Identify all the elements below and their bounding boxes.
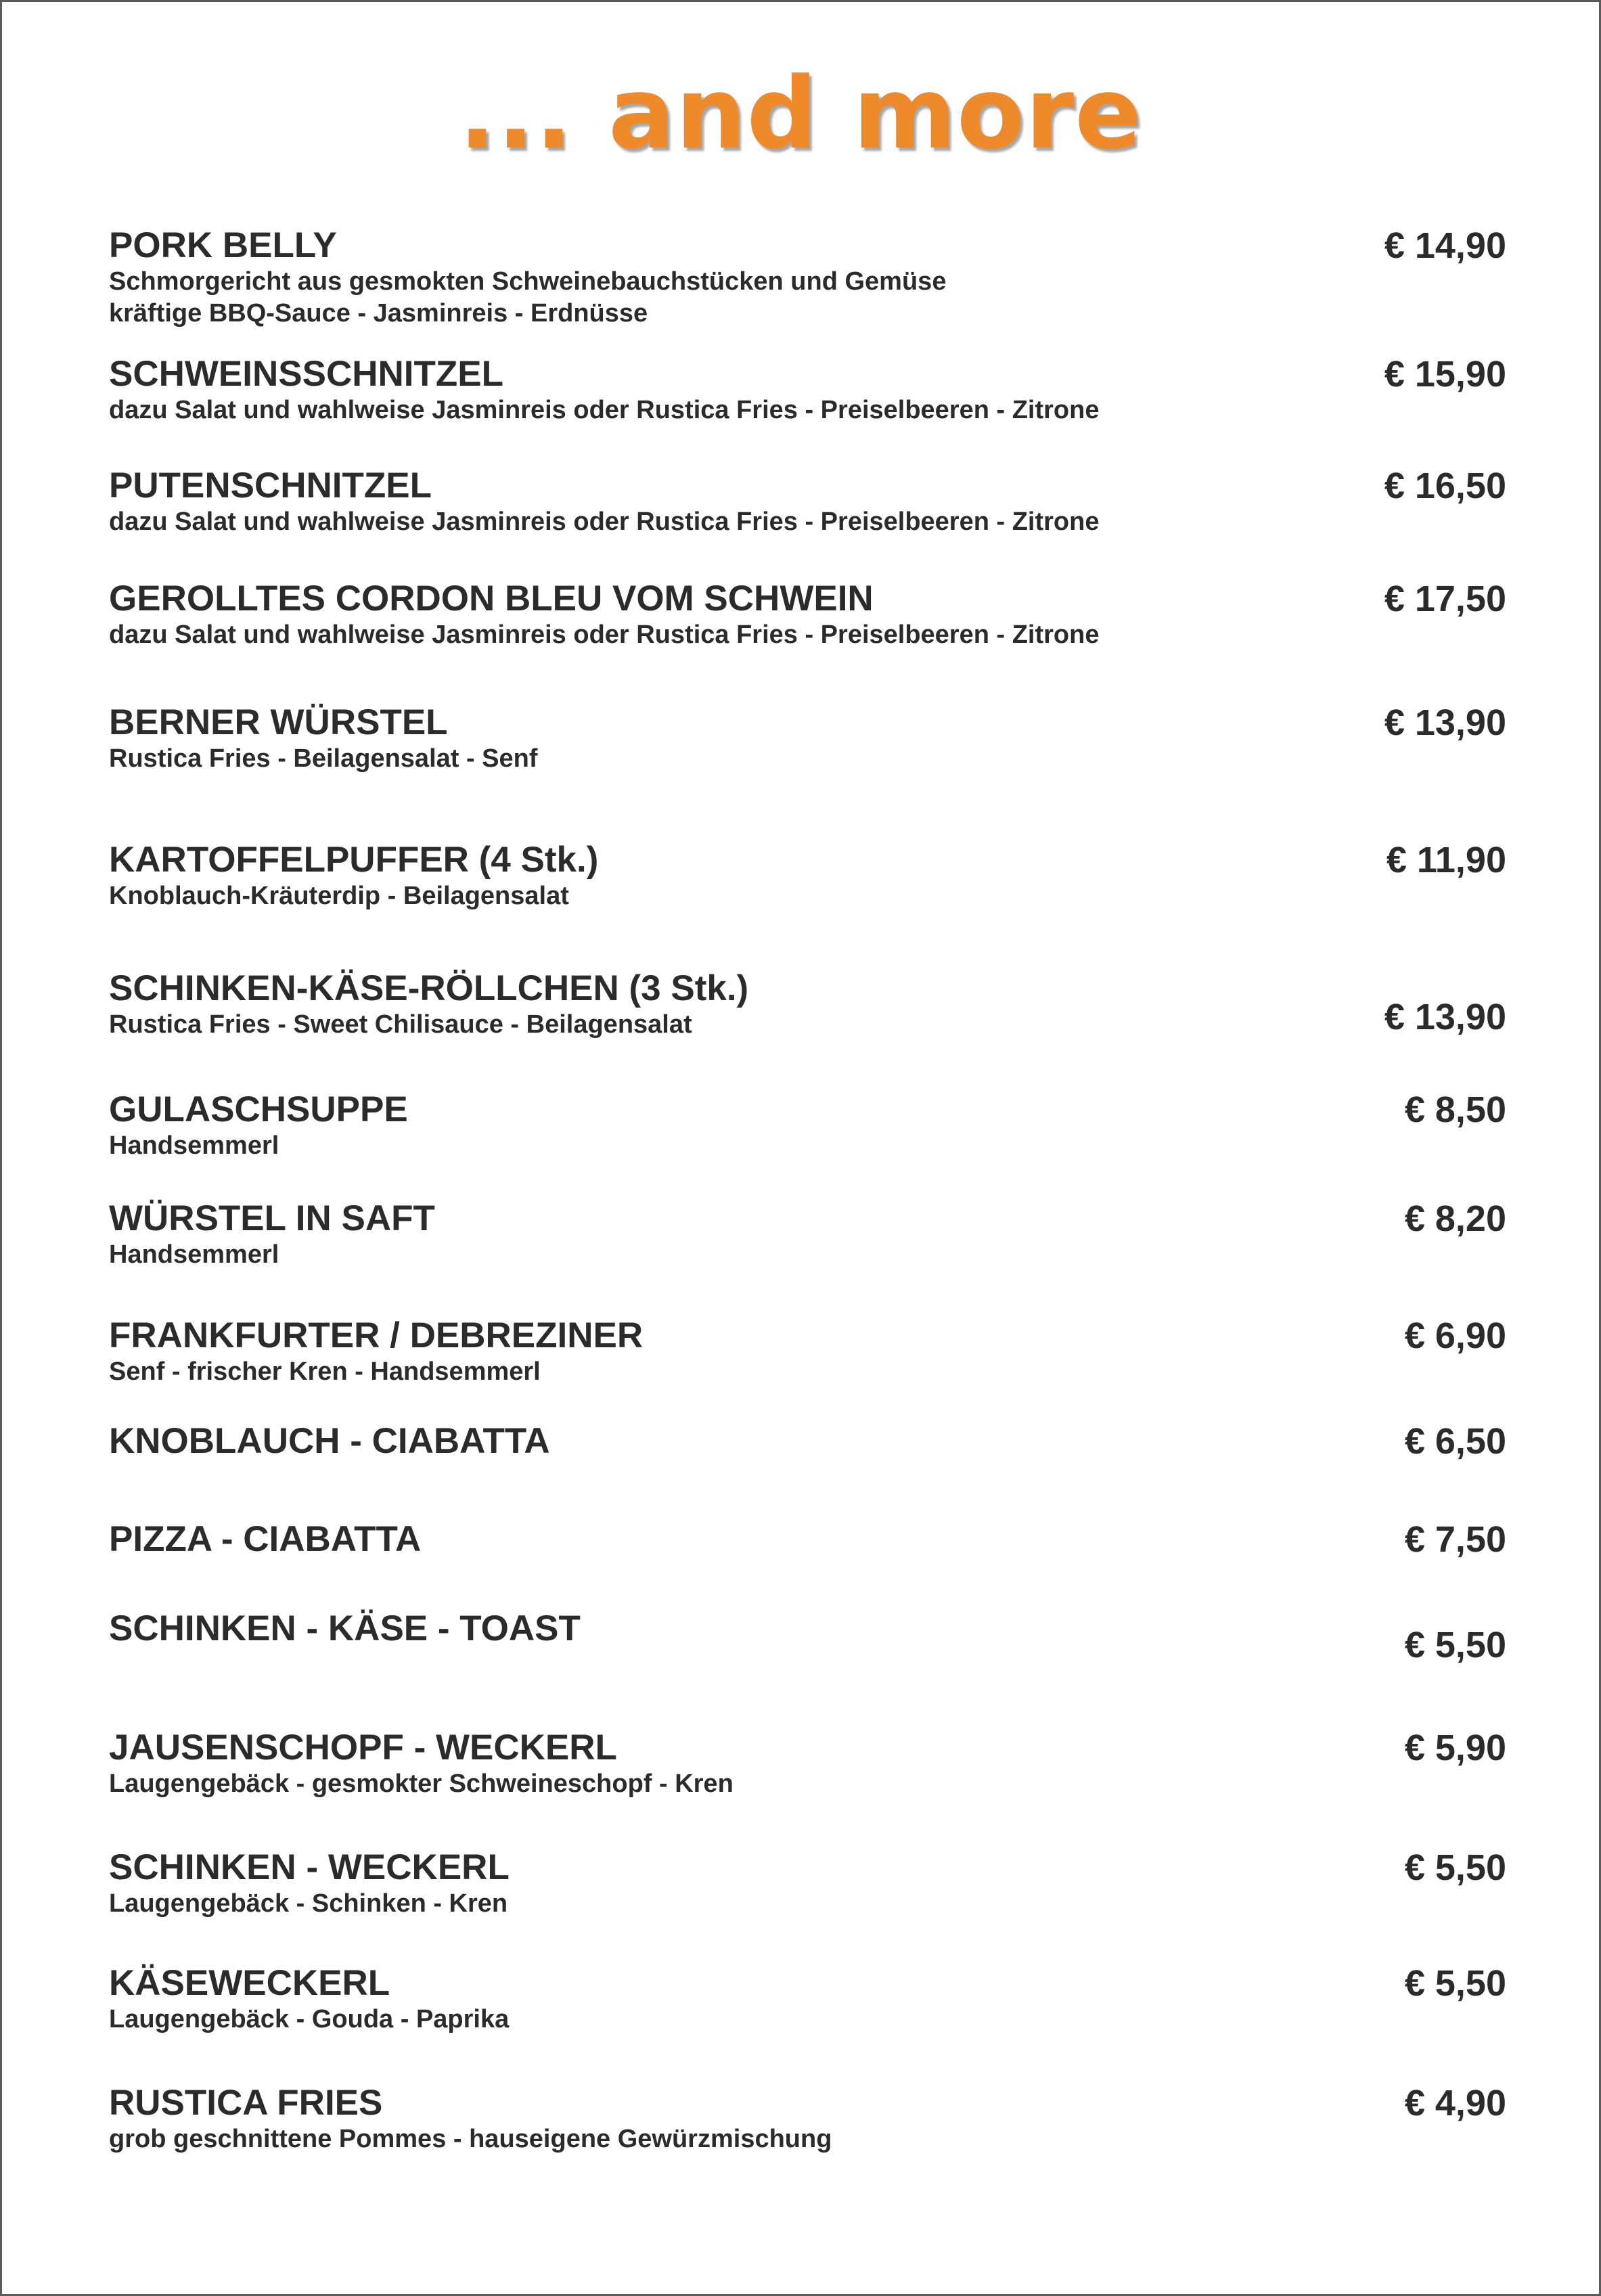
item-price: € 7,50 [1404, 1519, 1506, 1560]
menu-item-schinken-kaese-roellchen [109, 968, 1506, 1041]
item-name: RUSTICA FRIES [109, 2083, 383, 2123]
item-description: dazu Salat und wahlweise Jasminreis oder Rustica Fries - Preiselbeeren - Zitrone [109, 396, 1100, 424]
item-description: Knoblauch-Kräuterdip - Beilagensalat [109, 882, 569, 910]
item-price: € 6,90 [1404, 1315, 1506, 1356]
item-price: € 17,50 [1384, 579, 1506, 619]
item-price: € 15,90 [1384, 354, 1506, 395]
item-name: SCHWEINSSCHNITZEL [109, 354, 503, 394]
item-price: € 14,90 [1384, 225, 1506, 266]
item-price: € 4,90 [1404, 2083, 1506, 2123]
menu-item-putenschnitzel [109, 466, 1506, 538]
menu-item-pizza-ciabatta [109, 1519, 1506, 1560]
item-description: Senf - frischer Kren - Handsemmerl [109, 1357, 541, 1386]
item-description: kräftige BBQ-Sauce - Jasminreis - Erdnüsse [109, 299, 648, 328]
item-price: € 8,20 [1404, 1198, 1506, 1239]
item-name: PUTENSCHNITZEL [109, 466, 432, 505]
menu-item-frankfurter-debreziner [109, 1315, 1506, 1388]
menu-item-rustica-fries [109, 2083, 1506, 2155]
menu-item-schweinsschnitzel [109, 354, 1506, 426]
menu-item-cordon-bleu [109, 579, 1506, 651]
item-price: € 5,50 [1404, 1963, 1506, 2004]
item-description: Rustica Fries - Beilagensalat - Senf [109, 744, 538, 773]
item-name: KÄSEWECKERL [109, 1963, 390, 2003]
item-name: GULASCHSUPPE [109, 1089, 408, 1129]
menu-item-berner-wuerstel [109, 702, 1506, 775]
item-name: SCHINKEN - WECKERL [109, 1847, 510, 1887]
item-description: Laugengebäck - Schinken - Kren [109, 1889, 508, 1918]
menu-item-knoblauch-ciabatta [109, 1421, 1506, 1462]
item-name: GEROLLTES CORDON BLEU VOM SCHWEIN [109, 579, 874, 618]
item-price: € 16,50 [1384, 466, 1506, 506]
item-description: Handsemmerl [109, 1131, 279, 1160]
menu-item-schinken-weckerl [109, 1847, 1506, 1920]
menu-item-kaeseweckerl [109, 1963, 1506, 2035]
menu-item-gulaschsuppe [109, 1089, 1506, 1162]
item-price: € 6,50 [1404, 1421, 1506, 1462]
item-name: JAUSENSCHOPF - WECKERL [109, 1728, 617, 1768]
menu-item-kartoffelpuffer [109, 840, 1506, 912]
item-description: Handsemmerl [109, 1240, 279, 1269]
item-name: BERNER WÜRSTEL [109, 702, 448, 742]
item-name: KARTOFFELPUFFER (4 Stk.) [109, 840, 599, 880]
item-price: € 8,50 [1404, 1089, 1506, 1130]
menu-title: ... and more [458, 56, 1143, 171]
item-name: SCHINKEN - KÄSE - TOAST [109, 1608, 581, 1648]
item-description: Schmorgericht aus gesmokten Schweinebauchstücken und Gemüse [109, 267, 947, 296]
item-price: € 13,90 [1384, 702, 1506, 743]
menu-item-jausenschopf-weckerl [109, 1728, 1506, 1800]
item-price: € 5,50 [1404, 1847, 1506, 1888]
item-price: € 11,90 [1386, 840, 1506, 880]
item-name: WÜRSTEL IN SAFT [109, 1198, 435, 1238]
item-description: Rustica Fries - Sweet Chilisauce - Beilagensalat [109, 1010, 692, 1039]
menu-item-wuerstel-in-saft [109, 1198, 1506, 1271]
menu-item-pork-belly [109, 225, 1506, 330]
item-price: € 13,90 [1384, 997, 1506, 1037]
item-price: € 5,90 [1404, 1728, 1506, 1768]
item-name: FRANKFURTER / DEBREZINER [109, 1315, 644, 1355]
item-description: dazu Salat und wahlweise Jasminreis oder Rustica Fries - Preiselbeeren - Zitrone [109, 508, 1100, 536]
item-description: dazu Salat und wahlweise Jasminreis oder Rustica Fries - Preiselbeeren - Zitrone [109, 621, 1100, 649]
item-name: SCHINKEN-KÄSE-RÖLLCHEN (3 Stk.) [109, 968, 749, 1008]
item-description: Laugengebäck - Gouda - Paprika [109, 2005, 510, 2033]
item-price: € 5,50 [1404, 1625, 1506, 1665]
item-name: PORK BELLY [109, 225, 337, 265]
item-name: PIZZA - CIABATTA [109, 1519, 422, 1559]
menu-item-schinken-kaese-toast [109, 1608, 1506, 1665]
item-name: KNOBLAUCH - CIABATTA [109, 1421, 550, 1461]
item-description: grob geschnittene Pommes - hauseigene Gewürzmischung [109, 2125, 832, 2153]
item-description: Laugengebäck - gesmokter Schweineschopf - Kren [109, 1770, 734, 1798]
